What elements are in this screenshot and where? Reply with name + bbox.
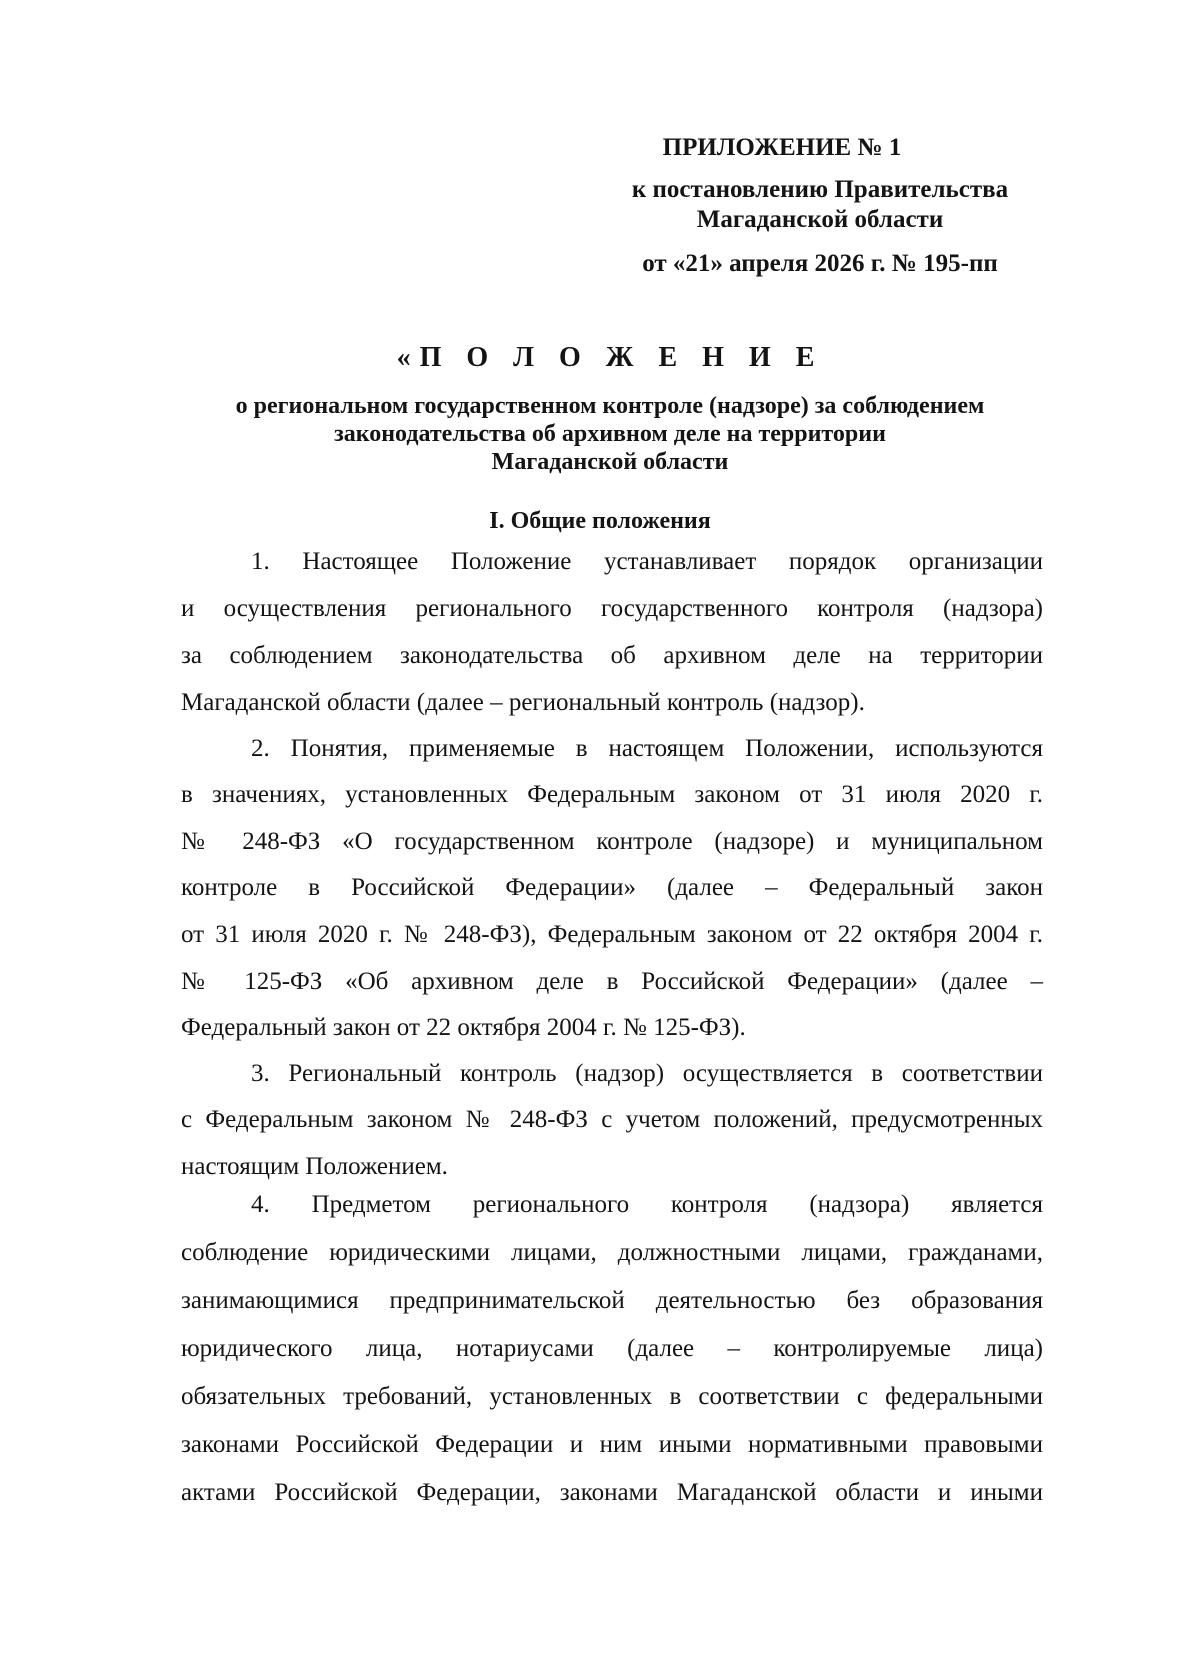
body-line: 4. Предметом регионального контроля (надзора) является: [251, 1191, 1043, 1218]
body-line: 3. Региональный контроль (надзор) осуществляется в соответствии: [251, 1060, 1043, 1087]
body-line: занимающимися предпринимательской деятельностью без образования: [181, 1287, 1043, 1314]
regulation-subtitle-line-1: о региональном государственном контроле (надзоре) за соблюдением: [235, 393, 985, 419]
body-line: Федеральный закон от 22 октября 2004 г. № 125-ФЗ).: [181, 1014, 746, 1041]
annex-date-number: от «21» апреля 2026 г. № 195-пп: [642, 250, 998, 277]
body-line: и осуществления регионального государственного контроля (надзора): [181, 595, 1043, 622]
annex-reference-line-1: к постановлению Правительства: [631, 176, 1009, 203]
regulation-title: «П О Л О Ж Е Н И Е: [396, 342, 824, 373]
body-line: № 248-ФЗ «О государственном контроле (надзоре) и муниципальном: [181, 828, 1043, 855]
body-line: № 125-ФЗ «Об архивном деле в Российской Федерации» (далее –: [181, 968, 1043, 995]
body-line: законами Российской Федерации и ним иными нормативными правовыми: [181, 1431, 1043, 1458]
body-line: с Федеральным законом № 248-ФЗ с учетом положений, предусмотренных: [181, 1106, 1043, 1133]
body-line: за соблюдением законодательства об архивном деле на территории: [181, 642, 1043, 669]
body-line: в значениях, установленных Федеральным законом от 31 июля 2020 г.: [181, 781, 1043, 808]
body-line: соблюдение юридическими лицами, должностными лицами, гражданами,: [181, 1239, 1043, 1266]
body-line: 2. Понятия, применяемые в настоящем Положении, используются: [251, 735, 1043, 762]
body-line: 1. Настоящее Положение устанавливает порядок организации: [251, 548, 1043, 575]
body-line: Магаданской области (далее – региональный контроль (надзор).: [181, 689, 865, 716]
body-line: настоящим Положением.: [181, 1153, 448, 1180]
regulation-subtitle-line-2: законодательства об архивном деле на территории: [334, 421, 886, 447]
annex-reference-line-2: Магаданской области: [696, 206, 944, 233]
section-heading: I. Общие положения: [489, 508, 711, 534]
body-line: от 31 июля 2020 г. № 248-ФЗ), Федеральным законом от 22 октября 2004 г.: [181, 921, 1043, 948]
annex-title: ПРИЛОЖЕНИЕ № 1: [662, 134, 902, 161]
body-line: контроле в Российской Федерации» (далее – Федеральный закон: [181, 874, 1043, 901]
body-line: обязательных требований, установленных в соответствии с федеральными: [181, 1383, 1043, 1410]
body-line: актами Российской Федерации, законами Магаданской области и иными: [181, 1479, 1043, 1506]
body-line: юридического лица, нотариусами (далее – контролируемые лица): [181, 1335, 1043, 1362]
regulation-subtitle-line-3: Магаданской области: [491, 449, 729, 475]
